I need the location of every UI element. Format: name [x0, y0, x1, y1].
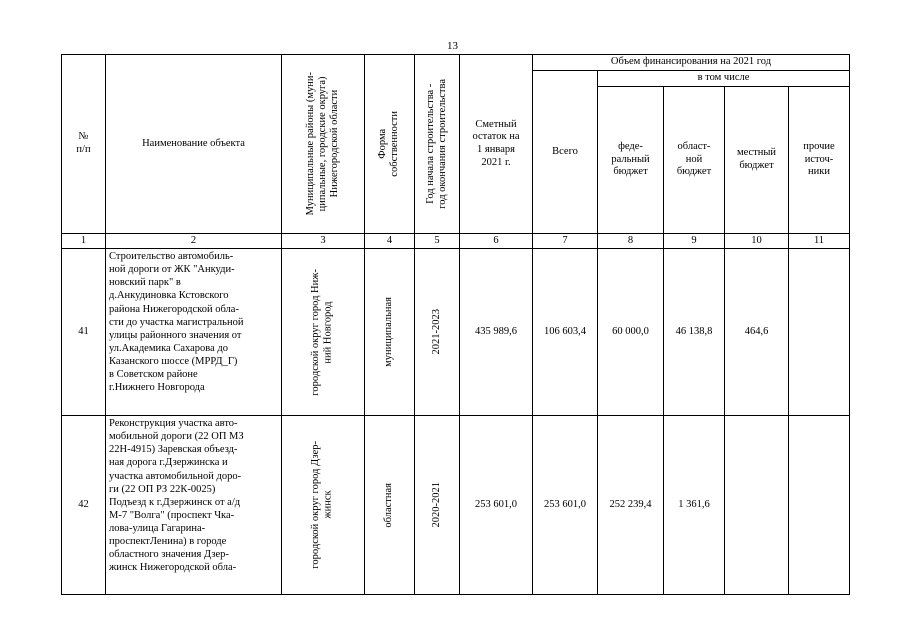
header-district [282, 55, 365, 234]
header-federal: феде- ральный бюджет [598, 87, 664, 234]
column-number: 5 [415, 234, 460, 249]
row-district-text: городской округ город Ниж- ний Новгород [310, 268, 334, 396]
header-district-text: Муниципальные районы (муни- ципальные, городские округа) Нижегородской области [304, 72, 341, 216]
column-number: 9 [664, 234, 725, 249]
row-years [415, 416, 460, 595]
row-no: 41 [62, 249, 106, 416]
row-local [725, 416, 789, 595]
row-ownership-text: муниципальная [383, 297, 395, 367]
row-years-text: 2020-2021 [430, 482, 442, 528]
table-row [62, 416, 850, 595]
header-no: № п/п [62, 55, 106, 234]
row-total: 106 603,4 [533, 249, 598, 416]
header-row-1 [62, 55, 850, 71]
financing-table [61, 54, 850, 595]
header-name: Наименование объекта [106, 55, 282, 234]
header-financing: Объем финансирования на 2021 год [533, 55, 850, 71]
row-district [282, 416, 365, 595]
row-ownership [365, 249, 415, 416]
row-district [282, 249, 365, 416]
header-estimate: Сметный остаток на 1 января 2021 г. [460, 55, 533, 234]
row-other [789, 249, 850, 416]
row-object-name: Реконструкция участка авто- мобильной дороги (22 ОП МЗ 22Н-4915) Заревская объезд- ная дорога г.Дзержинска и участка автомобильной доро- ги (22 ОП РЗ 22К-0025) Подъезд к г.Дзержинск от а/д М-7 "Волга" (проспект Чка- лова-улица Гагарина- проспектЛенина) в городе областного значения Дзер- жинск Нижегородской обла- [106, 416, 282, 595]
row-years-text: 2021-2023 [430, 309, 442, 355]
row-other [789, 416, 850, 595]
row-estimate: 253 601,0 [460, 416, 533, 595]
header-other: прочие источ- ники [789, 87, 850, 234]
column-number: 2 [106, 234, 282, 249]
row-no: 42 [62, 416, 106, 595]
column-number: 7 [533, 234, 598, 249]
row-object-name: Строительство автомобиль- ной дороги от ЖК "Анкуди- новский парк" в д.Анкудиновка Кстовского района Нижегородской обла- сти до участка магистральной улицы районного значения от ул.Академика Сахарова до Казанского шоссе (МРРД_Г) в Советском районе г.Нижнего Новгорода [106, 249, 282, 416]
header-total: Всего [533, 71, 598, 234]
header-local: местный бюджет [725, 87, 789, 234]
row-years [415, 249, 460, 416]
header-ownership [365, 55, 415, 234]
row-federal: 60 000,0 [598, 249, 664, 416]
column-number: 1 [62, 234, 106, 249]
header-years [415, 55, 460, 234]
header-regional: област- ной бюджет [664, 87, 725, 234]
row-ownership [365, 416, 415, 595]
column-number: 8 [598, 234, 664, 249]
row-federal: 252 239,4 [598, 416, 664, 595]
column-number: 3 [282, 234, 365, 249]
header-including: в том числе [598, 71, 850, 87]
column-number: 11 [789, 234, 850, 249]
row-total: 253 601,0 [533, 416, 598, 595]
row-district-text: городской округ город Дзер- жинск [310, 441, 334, 569]
header-years-text: Год начала строительства - год окончания строительства [424, 79, 448, 209]
table-row [62, 249, 850, 416]
page-number: 13 [447, 40, 458, 52]
row-ownership-text: областная [383, 482, 395, 528]
row-local: 464,6 [725, 249, 789, 416]
column-number: 6 [460, 234, 533, 249]
column-number-row [62, 234, 850, 249]
row-regional: 46 138,8 [664, 249, 725, 416]
column-number: 10 [725, 234, 789, 249]
row-estimate: 435 989,6 [460, 249, 533, 416]
row-regional: 1 361,6 [664, 416, 725, 595]
header-ownership-text: Форма собственности [377, 111, 401, 177]
column-number: 4 [365, 234, 415, 249]
